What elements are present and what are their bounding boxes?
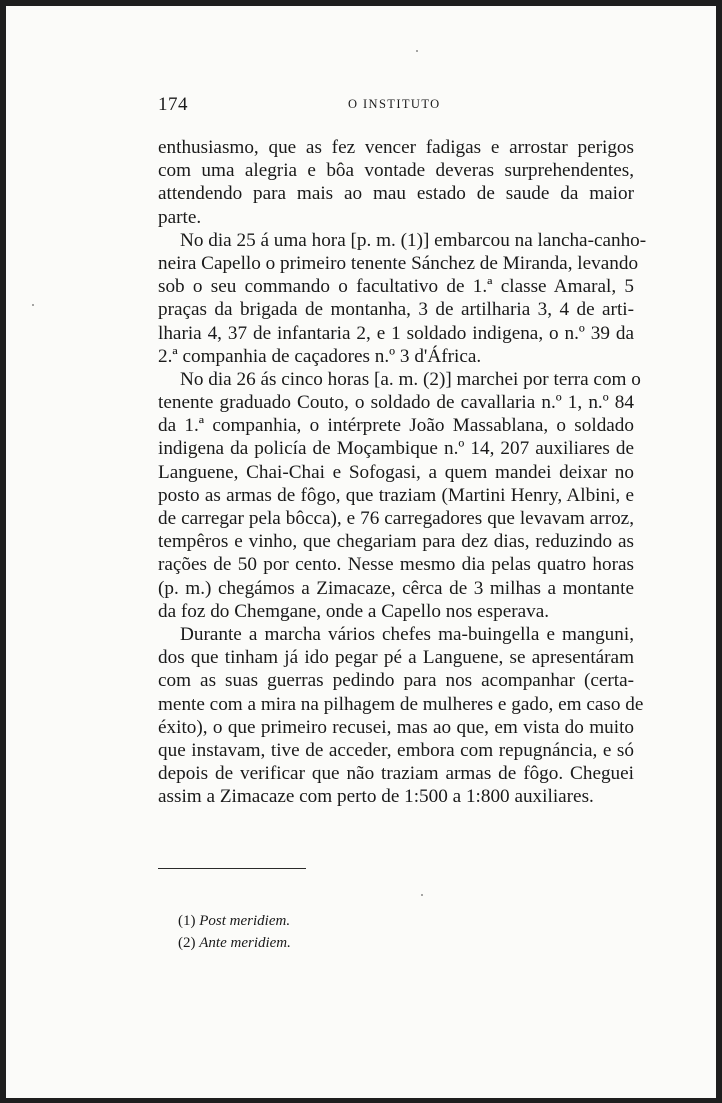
body-line: praças da brigada de montanha, 3 de artilharia 3, 4 de arti-	[158, 299, 634, 321]
body-line: tenente graduado Couto, o soldado de cavallaria n.º 1, n.º 84	[158, 392, 634, 414]
body-line: assim a Zimacaze com perto de 1:500 a 1:800 auxiliares.	[158, 786, 594, 808]
footnote-rule	[158, 868, 306, 869]
body-line: No dia 25 á uma hora [p. m. (1)] embarcou na lancha-canho-	[180, 229, 647, 251]
body-line: (p. m.) chegámos a Zimacaze, cêrca de 3 milhas a montante	[158, 577, 634, 599]
body-line: parte.	[158, 206, 202, 228]
document-page	[6, 6, 716, 1098]
paper-speck	[32, 304, 34, 306]
body-line: dos que tinham já ido pegar pé a Languene, se apresentáram	[158, 647, 634, 669]
body-line: com uma alegria e bôa vontade deveras surprehendentes,	[158, 160, 634, 182]
body-line: 2.ª companhia de caçadores n.º 3 d'África.	[158, 345, 482, 367]
body-line: rações de 50 por cento. Nesse mesmo dia pelas quatro horas	[158, 554, 634, 576]
footnotes	[178, 910, 291, 954]
body-line: posto as armas de fôgo, que traziam (Martini Henry, Albini, e	[158, 484, 634, 506]
body-line: tempêros e vinho, que chegariam para dez dias, reduzindo as	[158, 531, 634, 553]
body-line: neira Capello o primeiro tenente Sánchez de Miranda, levando	[158, 252, 639, 274]
footnote-1	[178, 910, 291, 932]
footnote-marker: (1)	[178, 913, 196, 929]
body-line: No dia 26 ás cinco horas [a. m. (2)] marchei por terra com o	[180, 368, 641, 390]
body-line: mente com a mira na pilhagem de mulheres e gado, em caso de	[158, 693, 644, 715]
paper-speck	[421, 894, 423, 896]
body-line: com as suas guerras pedindo para nos acompanhar (certa-	[158, 670, 634, 692]
body-line: éxito), o que primeiro recusei, mas ao que, em vista do muito	[158, 716, 634, 738]
body-line: da 1.ª companhia, o intérprete João Massablana, o soldado	[158, 415, 634, 437]
footnote-marker: (2)	[178, 935, 196, 951]
footnote-2	[178, 932, 291, 954]
body-line: da foz do Chemgane, onde a Capello nos esperava.	[158, 600, 550, 622]
body-line: depois de verificar que não traziam armas de fôgo. Cheguei	[158, 763, 634, 785]
body-line: lharia 4, 37 de infantaria 2, e 1 soldado indigena, o n.º 39 da	[158, 322, 634, 344]
body-line: sob o seu commando o facultativo de 1.ª classe Amaral, 5	[158, 276, 634, 298]
body-text	[158, 136, 647, 808]
body-line: enthusiasmo, que as fez vencer fadigas e arrostar perigos	[158, 137, 634, 158]
body-line: de carregar pela bôcca), e 76 carregadores que levavam arroz,	[158, 508, 634, 529]
running-title: O INSTITUTO	[348, 97, 441, 111]
footnote-text: Ante meridiem.	[199, 935, 291, 951]
body-line: Languene, Chai-Chai e Sofogasi, a quem mandei deixar no	[158, 461, 634, 483]
running-head	[158, 94, 633, 118]
footnote-text: Post meridiem.	[199, 913, 291, 929]
body-line: Durante a marcha vários chefes ma-buingella e manguni,	[180, 623, 634, 645]
body-line: attendendo para mais ao mau estado de saude da maior	[158, 183, 634, 205]
page-number: 174	[158, 94, 188, 115]
body-line: que instavam, tive de acceder, embora com repugnáncia, e só	[158, 739, 634, 761]
paper-speck	[416, 50, 418, 52]
body-line: indigena da policía de Moçambique n.º 14, 207 auxiliares de	[158, 438, 634, 460]
